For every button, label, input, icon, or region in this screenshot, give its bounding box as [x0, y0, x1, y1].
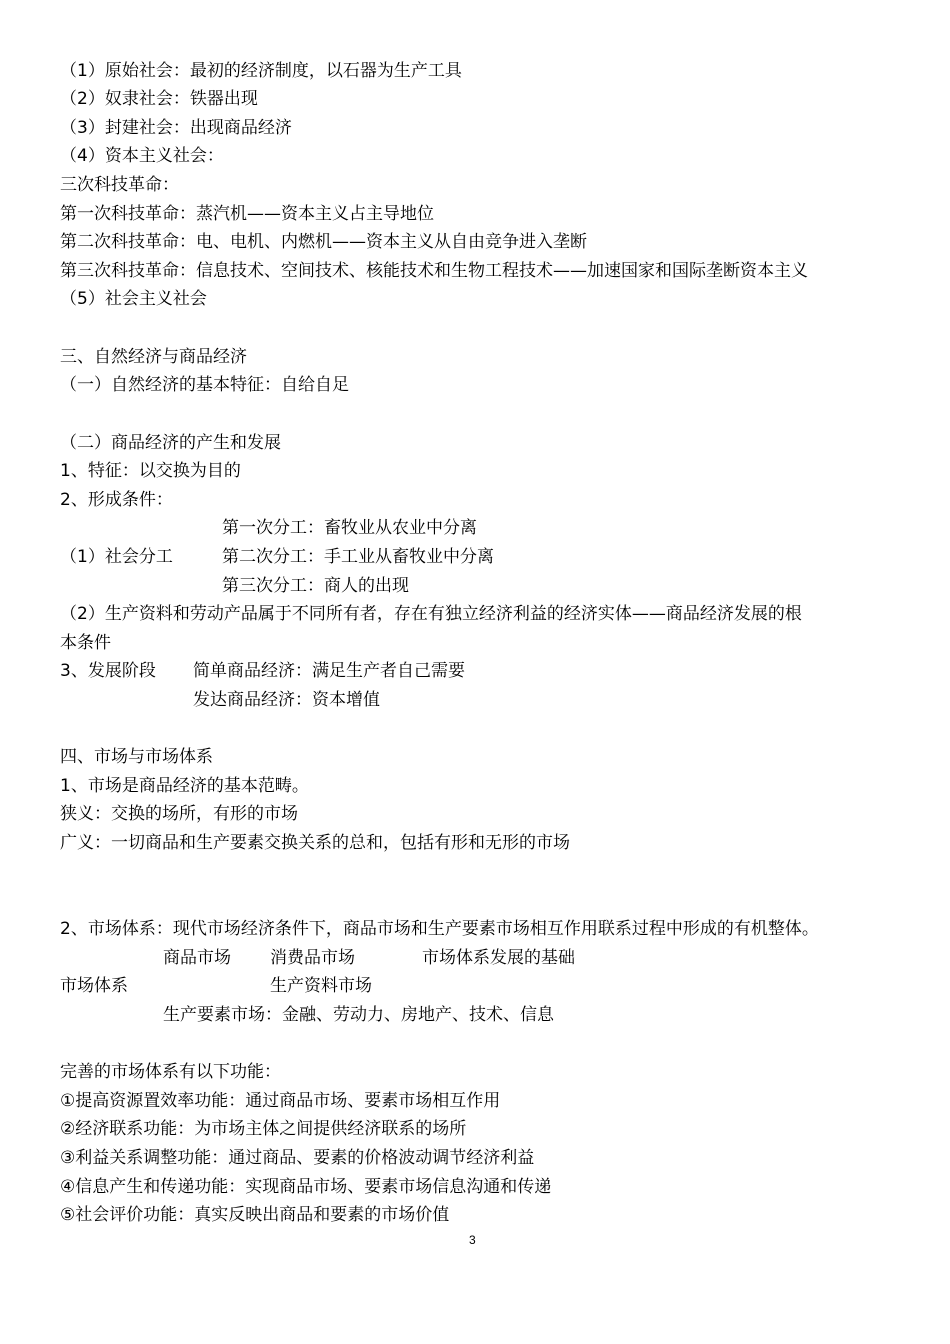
text-line-third-revolution: 第三次科技革命：信息技术、空间技术、核能技术和生物工程技术——加速国家和国际垄断资本主义 [60, 261, 808, 281]
text-line-primitive-society: （1）原始社会：最初的经济制度，以石器为生产工具 [60, 61, 462, 81]
list-item-function-4: ④信息产生和传递功能：实现商品市场、要素市场信息沟通和传递 [60, 1177, 552, 1197]
text-line-market-system-definition: 2、市场体系：现代市场经济条件下，商品市场和生产要素市场相互作用联系过程中形成的有机整体。 [60, 919, 819, 939]
section-heading-market: 四、市场与市场体系 [60, 747, 213, 767]
label-system-basis: 市场体系发展的基础 [422, 948, 575, 968]
subheading-commodity-economy: （二）商品经济的产生和发展 [60, 433, 281, 453]
label-social-division: （1）社会分工 [60, 547, 173, 567]
text-line-functions-heading: 完善的市场体系有以下功能： [60, 1062, 281, 1082]
label-market-system: 市场体系 [60, 976, 128, 996]
text-line-socialist-society: （5）社会主义社会 [60, 289, 207, 309]
text-line-feudal-society: （3）封建社会：出现商品经济 [60, 118, 292, 138]
text-line-market-category: 1、市场是商品经济的基本范畴。 [60, 776, 309, 796]
text-line-broad-definition: 广义：一切商品和生产要素交换关系的总和，包括有形和无形的市场 [60, 833, 570, 853]
label-producer-goods-market: 生产资料市场 [270, 976, 372, 996]
label-consumer-goods-market: 消费品市场 [270, 948, 355, 968]
label-commodity-market: 商品市场 [163, 948, 231, 968]
list-item-function-2: ②经济联系功能：为市场主体之间提供经济联系的场所 [60, 1119, 467, 1139]
text-line-feature: 1、特征：以交换为目的 [60, 461, 241, 481]
text-line-condition-2b: 本条件 [60, 633, 111, 653]
text-line-second-revolution: 第二次科技革命：电、电机、内燃机——资本主义从自由竞争进入垄断 [60, 232, 587, 252]
text-line-capitalist-society: （4）资本主义社会： [60, 146, 224, 166]
list-item-function-3: ③利益关系调整功能：通过商品、要素的价格波动调节经济利益 [60, 1148, 535, 1168]
list-item-function-1: ①提高资源置效率功能：通过商品市场、要素市场相互作用 [60, 1091, 501, 1111]
text-line-three-revolutions: 三次科技革命： [60, 175, 179, 195]
label-development-stages: 3、发展阶段 [60, 661, 156, 681]
section-heading-natural-commodity-economy: 三、自然经济与商品经济 [60, 347, 247, 367]
text-line-division-2: 第二次分工：手工业从畜牧业中分离 [222, 547, 494, 567]
list-item-function-5: ⑤社会评价功能：真实反映出商品和要素的市场价值 [60, 1205, 450, 1225]
text-line-conditions: 2、形成条件： [60, 490, 173, 510]
text-line-condition-2a: （2）生产资料和劳动产品属于不同所有者，存在有独立经济利益的经济实体——商品经济发展的根 [60, 604, 802, 624]
text-line-natural-economy: （一）自然经济的基本特征：自给自足 [60, 375, 349, 395]
text-line-division-3: 第三次分工：商人的出现 [222, 576, 409, 596]
text-line-first-revolution: 第一次科技革命：蒸汽机——资本主义占主导地位 [60, 204, 434, 224]
text-line-developed-commodity: 发达商品经济：资本增值 [193, 690, 380, 710]
page-number: 3 [469, 1233, 476, 1247]
text-line-simple-commodity: 简单商品经济：满足生产者自己需要 [193, 661, 465, 681]
label-factor-market: 生产要素市场：金融、劳动力、房地产、技术、信息 [163, 1005, 554, 1025]
text-line-division-1: 第一次分工：畜牧业从农业中分离 [222, 518, 477, 538]
text-line-slave-society: （2）奴隶社会：铁器出现 [60, 89, 258, 109]
text-line-narrow-definition: 狭义：交换的场所，有形的市场 [60, 804, 298, 824]
